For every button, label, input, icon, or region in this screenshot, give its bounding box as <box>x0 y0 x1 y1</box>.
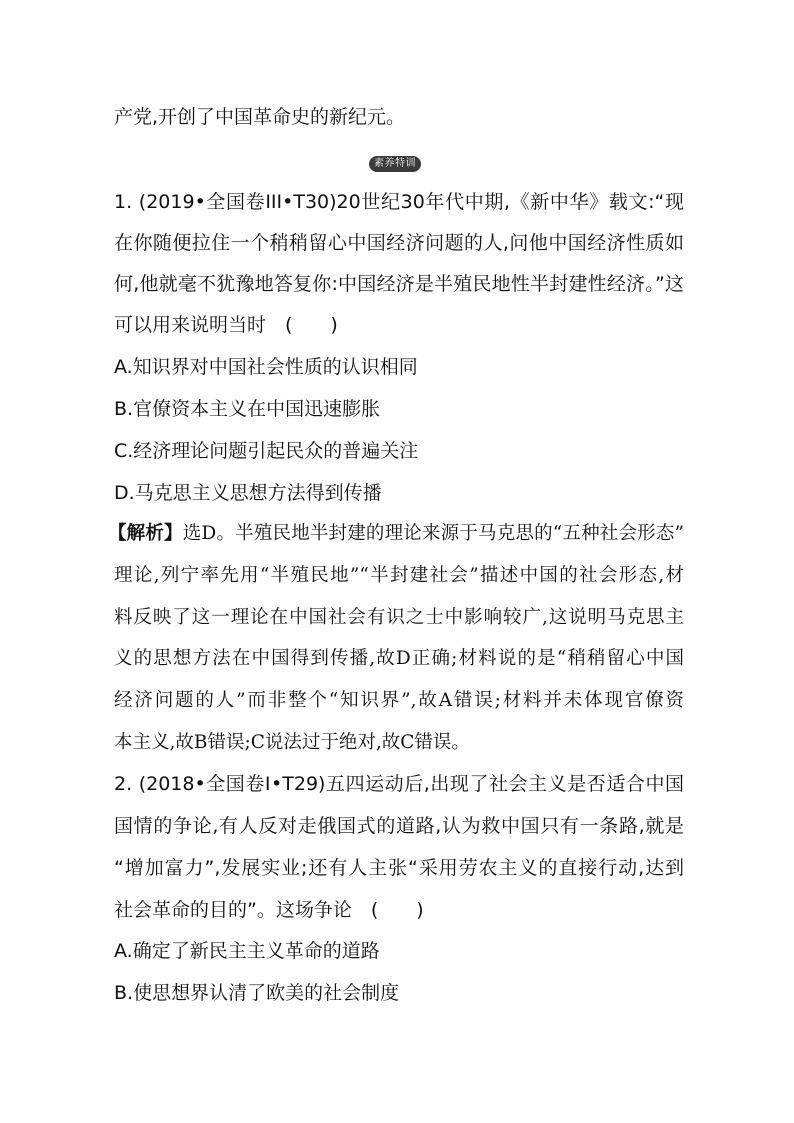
q2-stem-line-1: 2. (2018•全国卷Ⅰ•T29)五四运动后,出现了社会主义是否适合中国 <box>114 773 684 795</box>
q1-stem-line-4: 可以用来说明当时 ( ) <box>114 314 338 336</box>
analysis-tag: 【解析】 <box>108 523 183 544</box>
q1-option-a: A.知识界对中国社会性质的认识相同 <box>114 356 418 378</box>
q2-option-a: A.确定了新民主主义革命的道路 <box>114 940 380 962</box>
analysis-line-1-text: 选D。半殖民地半封建的理论来源于马克思的“五种社会形态” <box>182 523 684 544</box>
q1-option-b: B.官僚资本主义在中国迅速膨胀 <box>114 398 381 420</box>
q1-stem-line-1: 1. (2019•全国卷III•T30)20世纪30年代中期,《新中华》载文:“现 <box>114 191 684 213</box>
q2-stem-line-2: 国情的争论,有人反对走俄国式的道路,认为救中国只有一条路,就是 <box>114 815 684 837</box>
analysis-line-1 <box>108 522 684 546</box>
analysis-line-6: 本主义,故B错误;C说法过于绝对,故C错误。 <box>114 732 470 753</box>
section-badge: 素养特训 <box>369 156 421 172</box>
q1-option-d: D.马克思主义思想方法得到传播 <box>114 482 382 504</box>
analysis-line-4: 义的思想方法在中国得到传播,故D正确;材料说的是“稍稍留心中国 <box>114 648 684 669</box>
analysis-line-2: 理论,列宁率先用“半殖民地”“半封建社会”描述中国的社会形态,材 <box>114 565 684 586</box>
q1-option-c: C.经济理论问题引起民众的普遍关注 <box>114 440 419 462</box>
intro-line: 产党,开创了中国革命史的新纪元。 <box>114 106 406 128</box>
q2-option-b: B.使思想界认清了欧美的社会制度 <box>114 982 400 1004</box>
q1-stem-line-3: 何,他就毫不犹豫地答复你:中国经济是半殖民地性半封建性经济。”这 <box>114 273 684 295</box>
analysis-line-5: 经济问题的人”而非整个“知识界”,故A错误;材料并未体现官僚资 <box>114 690 684 711</box>
q1-stem-line-2: 在你随便拉住一个稍稍留心中国经济问题的人,问他中国经济性质如 <box>114 232 684 254</box>
analysis-line-3: 料反映了这一理论在中国社会有识之士中影响较广,这说明马克思主 <box>114 607 684 628</box>
q2-stem-line-4: 社会革命的目的”。这场争论 ( ) <box>114 899 424 921</box>
q2-stem-line-3: “增加富力”,发展实业;还有人主张“采用劳农主义的直接行动,达到 <box>114 857 684 879</box>
